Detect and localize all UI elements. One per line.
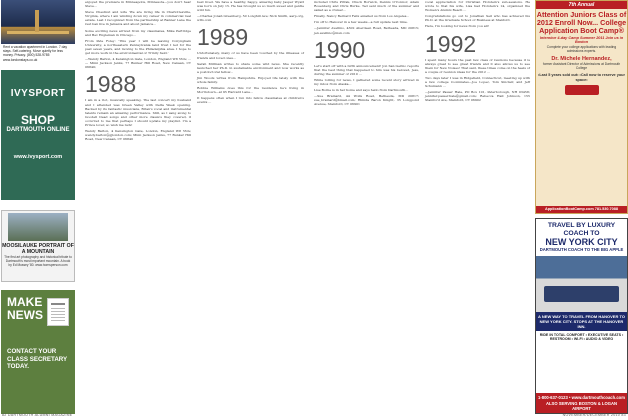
note-paragraph: Let's start off with a birth announcement! Jon San Germo reports that the best thing that happened to him was his beloved, Jess, during the summer of 2010 ...: [314, 63, 419, 76]
boot-camp-badge-icon: [565, 85, 599, 95]
ivysport-logo: IVYSPORT: [10, 88, 66, 99]
ivysport-shop: SHOP: [20, 113, 55, 127]
coach-ad-line2: NEW YORK CITY: [545, 237, 618, 247]
boot-camp-sub: Intensive 4-day Camp Summer 2011 Join us in Boston: [539, 35, 624, 45]
coach-ad-line1: TRAVEL BY LUXURY COACH TO: [547, 222, 616, 237]
note-signoff: —Wendy Barlon, 4 Kensington Gate, London, England W8 5NA; ... — Mimi Jackson Jenks, 77 Bunker Hill Road, New Canaan, CT 06840;: [85, 57, 191, 70]
coach-ad-info: RIDE IN TOTAL COMFORT • EXECUTIVE SEATS • RESTROOM • WI-FI • AUDIO & VIDEO: [539, 333, 624, 342]
make-news-ad[interactable]: [1, 290, 75, 414]
boot-camp-blurb: Complete your college applications with leading admissions experts.: [546, 44, 617, 53]
note-paragraph: Lise Borne is in her home and says hello from Dartmouth...: [314, 88, 409, 93]
right-ad-column: [535, 0, 628, 412]
boot-camp-doctor: Dr. Michele Hernandez,: [551, 55, 612, 62]
dartmouth-coach-ad[interactable]: [535, 218, 628, 414]
ivysport-url[interactable]: www.ivysport.com: [13, 154, 63, 160]
page-footer-right: NOVEMBER/DECEMBER 2010 83: [562, 413, 626, 417]
note-paragraph: Sarah Millman writes to share some wild news. She recently launched her Ph.D. in sustainable environment and now works as a postdoctoral fellow...: [197, 61, 304, 74]
london-ad-caption: Rent a vacation apartment in London. 7 day stays. Self-catering. Move quietly for less money. Privacy. (800) 528-9785 www.londonstays.co.uk: [3, 45, 67, 62]
mountain-photo: [8, 213, 68, 241]
newspaper-icon: [47, 298, 69, 326]
moosilauke-title: MOOSILAUKE PORTRAIT OF A MOUNTAIN: [2, 243, 74, 255]
note-paragraph: It happens often when I run into fellow classmates at children's events ...: [197, 96, 304, 105]
boot-camp-ad[interactable]: [535, 0, 628, 214]
note-paragraph: I spent many hours the past few class of reunions because it is always great to see great friends and it also allows us to see them for New Noises! That said, these times come on the heels of a couple of reunion ideas for the 2012 ...: [425, 57, 530, 74]
note-paragraph: Finally, Nancy Bernard Felix emailed us from Los Angeles...: [314, 14, 410, 19]
london-apartment-ad[interactable]: [1, 0, 75, 64]
note-paragraph: best lived. We have a healthy, happy, amazing baby Jasper Wyatt was born on July 15. He has brought us so much sweet and gentle wild fun.: [197, 0, 304, 13]
moosilauke-ad[interactable]: [1, 210, 75, 282]
coach-ad-line3: DARTMOUTH COACH TO THE BIG APPLE: [539, 247, 624, 252]
left-ad-column: [0, 0, 76, 412]
note-paragraph: Congratulations go out to Jonathan Seil who has achieved his Ph.D. at the Graduate School of Business at Stanford.: [425, 14, 530, 23]
boot-camp-header: 7th Annual: [536, 1, 627, 9]
class-year-heading: 1992: [425, 30, 477, 57]
coach-ad-contact[interactable]: 1-800-637-0123 • www.dartmouthcoach.com ALSO SERVING BOSTON & LOGAN AIRPORT: [536, 393, 627, 413]
note-paragraph: Some exciting news arrived from my classmates, Mike Partridge and Bev Engleman in Chicago...: [85, 28, 191, 37]
class-year-heading: 1990: [314, 36, 366, 63]
class-notes-column-3: [314, 0, 419, 109]
moosilauke-sub: The first art photography and historical tribute to Dartmouth's most important mountain. A book by Ed Mussey '80. www.hornsperson.com: [4, 255, 72, 267]
class-notes-column-1: [85, 0, 191, 143]
note-signoff: —Sue Brainard, 44 Wolls Road, Bethesda, MD 20817; sue_brainard@bmail.com; Rhinda Baron Knight, 35 Longpond Avenue, Stamford, CT 06901: [314, 94, 419, 107]
note-signoff: Wendy Barlon, 4 Kensington Gate, London, England W8 5NA; wendy.barlon@gjlondon.com; Mimi Jackson Jenks, 77 Bunker Hill Road, New Canaan, CT 06840: [85, 129, 191, 142]
boot-camp-title: Attention Juniors Class of 2012 Enroll Now... College Application Boot Camp®: [536, 10, 627, 36]
boot-camp-cta: •Last 5 years sold out• •Call now to reserve your space•: [538, 72, 625, 82]
note-paragraph: Robbie Williams does this for the residence he's living in Morristown—at 95 Harvard Lane...: [197, 86, 304, 95]
note-paragraph: vocal appreciation for Christian Horstein's sub-sessions. He wrote to that his wife, Lisa had Horstein's 14, organized the Women's Alumni Beach ...: [425, 0, 530, 13]
class-year-heading: 1989: [197, 24, 249, 51]
ivysport-line: DARTMOUTH ONLINE: [6, 127, 70, 133]
note-paragraph: Two days later I was in Ridgefield, Connecticut, meeting up with a few college roommates—Joe Lopez, Tom Sinclair, and Jeff Schumann ...: [425, 75, 530, 89]
note-paragraph: From Pete Foley: 'This year I will be leaving Conyngham University, a northeastern Pennsylvania land trust I led for the past seven years, and moving to the Philadelphia area. I hope to get more work in the environmental or Trinity field.': [85, 38, 191, 56]
coach-ad-header: [536, 219, 627, 252]
note-paragraph: While rolling for news, I gathered some recent story arrived in my inbox from Alaska...: [314, 77, 419, 87]
ivysport-ad[interactable]: [1, 70, 75, 200]
note-signoff: —Jennifer Passer Hale, PO Box 101, Peterborough, NH 03458; jennifer.passer.hale@gmail.com; Rebecca Hall Johnson, 155 Stamford Ave, Stamford, CT 06902: [425, 90, 530, 103]
note-paragraph: Here, I'm looking for news from you all!: [425, 24, 489, 29]
page-footer-left: 82 DARTMOUTH ALUMNI MAGAZINE: [2, 413, 73, 417]
note-signoff: —Jennifer Avellino, 4302 Aberdeen Road, Bethesda, MD 20815; jen.avellino@msn.com: [314, 26, 419, 35]
note-paragraph: Jim Woods writes from Hampshire. Enjoyed life lately with the whole family.: [197, 75, 304, 85]
note-paragraph: I'm off to Hanover in a few weeks—a full update next time.: [314, 20, 408, 25]
coach-bus-image: [536, 256, 627, 312]
class-notes-column-4: [425, 0, 530, 105]
make-news-contact: CONTACT YOUR CLASS SECRETARY TODAY.: [7, 348, 68, 370]
note-paragraph: I am in a riot, musically speaking. The last concert my husband and I attended was Green Valley with Delta Week opening. Backed by its fantastic musicians, Brian's vocal and instrumental talents remain an amazing performance. Still, as I sang along to Goodell Dead songs and other more classics they covered, it occurred to me that perhaps I should update my playlist. I'm a Prince lover, so wish me luck!: [85, 98, 191, 127]
tower-shape: [35, 10, 39, 32]
note-paragraph: Unfortunately, many of us have been touched by the illnesses of friends and loved ones...: [197, 51, 304, 60]
boot-camp-footer[interactable]: ApplicationBootCamp.com 781.530.7088: [536, 206, 627, 213]
coach-ad-mid: A NEW WAY TO TRAVEL FROM HANOVER TO NEW YORK CITY. STOPS AT THE HANOVER INN.: [536, 312, 627, 331]
class-notes-column-2: [197, 0, 304, 107]
class-year-heading: 1988: [85, 71, 137, 98]
london-photo: [1, 0, 75, 44]
note-signoff: —Charles Jonah Greenberg, 50 Longhill Ave; Nick Smith, aarp.org, wtfs.com: [197, 14, 304, 23]
note-paragraph: included Chris Prifak, Chuck Borwick, Dennis O'Connor, Adam Rosenberg and Chris Burke. Ted sent much of the summer and sailed as a cruiser...: [314, 0, 419, 13]
make-news-headline: MAKE NEWS: [7, 295, 43, 322]
note-paragraph: enjoyed the premiere in Minneapolis, Minnesota—you don't hear Steve...: [85, 0, 191, 9]
note-paragraph: Steve Chestnut and wife 'We are living life in Charlottesville, Virginia, where I am winding down my career in commercial real estate. Last I recognized from the partnership at Banner Lane the rest ban live in Jamaica and about Jamaica...: [85, 10, 191, 27]
boot-camp-doctor-title: former Assistant Director of Admissions at Dartmouth College: [542, 61, 621, 70]
